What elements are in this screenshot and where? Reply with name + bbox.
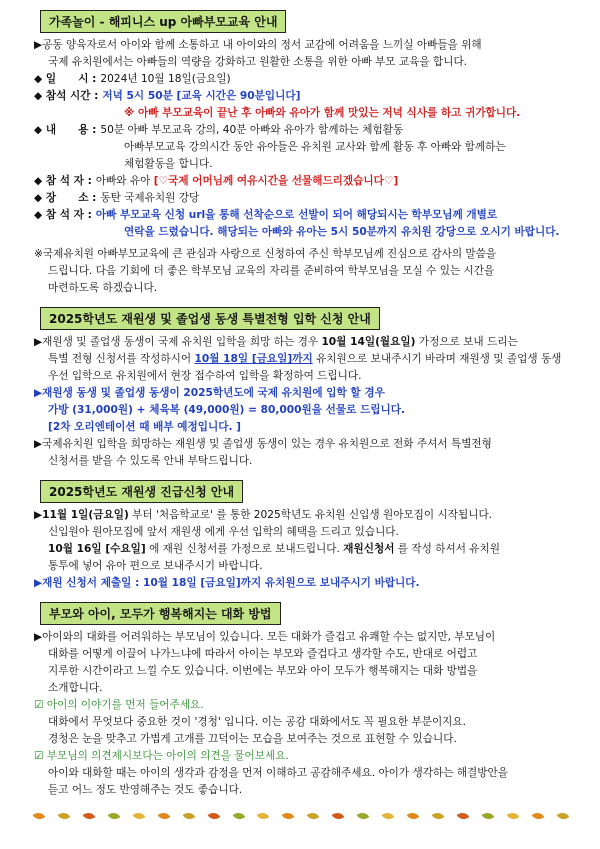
admission-line: 우선 입학으로 유치원에서 현장 접수하여 입학을 확정하여 드립니다. [48, 370, 362, 382]
deadline-line: ▶재원 신청서 제출일 : 10월 18일 [금요일]까지 유치원으로 보내주시기 바랍니다. [34, 577, 420, 589]
place-value: 동탄 국제유치원 강당 [100, 192, 200, 204]
content-value: 아빠부모교육 강의시간 동안 유아들은 유치원 교사와 함께 활동 후 아빠와 함께하는 [124, 141, 506, 153]
newsletter-page [34, 10, 568, 799]
reenroll-line: 10월 16일 [수요일] 에 재원 신청서를 가정으로 보내드립니다. 재원신청서 를 작성 하셔서 유치원 [48, 543, 501, 555]
leaf-icon [232, 810, 245, 822]
leaf-icon [282, 810, 295, 822]
leaf-icon [207, 810, 220, 822]
time-row [34, 88, 568, 105]
reenroll-line: ▶11월 1일(금요일) 부터 '처음학교로' 를 통한 2025학년도 유치원 신입생 원아모집이 시작됩니다. [34, 509, 493, 521]
tip-text: 아이와 대화할 때는 아이의 생각과 감정을 먼저 이해하고 공감해주세요. 아이가 생각하는 해결방안을 [48, 767, 508, 779]
gift-line: [2차 오리엔테이션 때 배부 예정입니다. ] [48, 421, 242, 433]
attendee-label: ◆ 참 석 자 : [34, 175, 92, 187]
leaf-icon [182, 810, 195, 822]
time-note: ※ 아빠 부모교육이 끝난 후 아빠와 유아가 함께 맛있는 저녁 식사를 하고 귀가합니다. [124, 107, 521, 119]
tips-intro: ▶아이와의 대화를 어려워하는 부모님이 있습니다. 모든 대화가 즐겁고 유쾌할 수는 없지만, 부모님이 [34, 631, 496, 643]
time-label: ◆ 참석 시간 : [34, 90, 99, 102]
attendee-row [34, 173, 568, 190]
tip-text: 경청은 눈을 맞추고 가볍게 고개를 끄덕이는 모습을 보여주는 것으로 표현할 수 있습니다. [48, 733, 457, 745]
date-row [34, 71, 568, 88]
section-father-education [34, 10, 568, 297]
tip-text: 듣고 어느 정도 반영해주는 것도 좋습니다. [48, 784, 243, 796]
gift-line: 가방 (31,000원) + 체육복 (49,000원) = 80,000원을 선물로 드립니다. [48, 404, 406, 416]
tip-heading: ☑ 부모님의 의견제시보다는 아이의 의견을 물어보세요. [34, 750, 289, 762]
thanks-line: 마련하도록 하겠습니다. [48, 282, 158, 294]
attendee-value: 아빠와 유아 [95, 175, 151, 187]
date-value: 2024년 10월 18일(금요일) [100, 73, 231, 85]
section-title: 부모와 아이, 모두가 행복해지는 대화 방법 [40, 602, 281, 625]
content-label: ◆ 내 용 : [34, 124, 97, 136]
leaf-icon [257, 810, 270, 822]
tips-intro: 대화를 어떻게 이끌어 나가느냐에 따라서 아이는 부모와 즐겁다고 생각할 수도, 반대로 어렵고 [48, 648, 478, 660]
admission-line: 특별 전형 신청서를 작성하시어 10월 18일 [금요일]까지 유치원으로 보내주시기 바라며 재원생 및 졸업생 동생 [48, 353, 562, 365]
attendee2-value: 연락을 드렸습니다. 해당되는 아빠와 유아는 5시 50분까지 유치원 강당으로 오시기 바랍니다. [124, 226, 560, 238]
intro-line: 국제 유치원에서는 아빠들의 역량을 강화하고 원활한 소통을 위한 아빠 부모 교육을 합니다. [48, 56, 468, 68]
leaf-icon [506, 810, 519, 822]
contact-line: 신청서를 받을 수 있도록 안내 부탁드립니다. [48, 455, 253, 467]
content-row [34, 122, 568, 139]
reenroll-line: 통투에 넣어 유아 편으로 보내주시기 바랍니다. [48, 560, 263, 572]
section-conversation-tips [34, 602, 568, 799]
leaf-icon [157, 810, 170, 822]
attendee2-row [34, 207, 568, 224]
content-value: 50분 아빠 부모교육 강의, 40분 아빠와 유아가 함께하는 체험활동 [100, 124, 404, 136]
leaf-icon [33, 810, 46, 822]
leaf-icon [357, 810, 370, 822]
leaf-icon [432, 810, 445, 822]
content-value: 체험활동을 합니다. [124, 158, 213, 170]
thanks-line: 드립니다. 다음 기회에 더 좋은 학부모님 교육의 자리를 준비하여 학부모님을 모실 수 있는 시간을 [48, 265, 495, 277]
tip-heading: ☑ 아이의 이야기를 먼저 들어주세요. [34, 699, 204, 711]
place-row [34, 190, 568, 207]
intro-line: ▶공동 양육자로서 아이와 함께 소통하고 내 아이와의 정서 교감에 어려움을 느끼실 아빠들을 위해 [34, 39, 482, 51]
tips-intro: 소개합니다. [48, 682, 103, 694]
leaf-icon [382, 810, 395, 822]
place-label: ◆ 장 소 : [34, 192, 97, 204]
thanks-line: ※국제유치원 아빠부모교육에 큰 관심과 사랑으로 신청하여 주신 학부모님께 진심으로 감사의 말씀을 [34, 248, 497, 260]
leaf-icon [556, 810, 569, 822]
gift-line: ▶재원생 동생 및 졸업생 동생이 2025학년도에 국제 유치원에 입학 할 경우 [34, 387, 385, 399]
attendee2-value: 아빠 부모교육 신청 url을 통해 선착순으로 선발이 되어 해당되시는 학부모님께 개별로 [95, 209, 498, 221]
leaf-icon [307, 810, 320, 822]
leaf-icon [58, 810, 71, 822]
leaf-icon [531, 810, 544, 822]
leaf-icon [132, 810, 145, 822]
admission-line: ▶재원생 및 졸업생 동생이 국제 유치원 입학을 희망 하는 경우 10월 14일(월요일) 가정으로 보내 드리는 [34, 336, 518, 348]
section-title: 2025학년도 재원생 및 졸업생 동생 특별전형 입학 신청 안내 [40, 307, 380, 330]
leaf-icon [83, 810, 96, 822]
leaf-icon [332, 810, 345, 822]
leaf-icon [107, 810, 120, 822]
time-value: 저녁 5시 50분 [교육 시간은 90분입니다] [102, 90, 301, 102]
attendee2-label: ◆ 참 석 자 : [34, 209, 92, 221]
autumn-leaves-border [34, 812, 568, 832]
tip-text: 대화에서 무엇보다 중요한 것이 '경청' 입니다. 이는 공감 대화에서도 꼭 필요한 부분이지요. [48, 716, 467, 728]
section-reenrollment [34, 480, 568, 592]
leaf-icon [457, 810, 470, 822]
contact-line: ▶국제유치원 입학을 희망하는 재원생 및 졸업생 동생이 있는 경우 유치원으로 전화 주셔서 특별전형 [34, 438, 492, 450]
section-special-admission [34, 307, 568, 470]
reenroll-line: 신입원아 원아모집에 앞서 재원생 에게 우선 입학의 혜택을 드리고 있습니다. [48, 526, 399, 538]
tips-intro: 지루한 시간이라고 느낄 수도 있습니다. 이번에는 부모와 아이 모두가 행복해지는 대화 방법을 [48, 665, 478, 677]
leaf-icon [407, 810, 420, 822]
section-title: 가족놀이 - 해피니스 up 아빠부모교육 안내 [40, 10, 286, 33]
section-title: 2025학년도 재원생 진급신청 안내 [40, 480, 243, 503]
attendee-note: [♡국제 어머님께 여유시간을 선물해드리겠습니다♡] [153, 175, 399, 187]
leaf-icon [482, 810, 495, 822]
date-label: ◆ 일 시 : [34, 73, 97, 85]
